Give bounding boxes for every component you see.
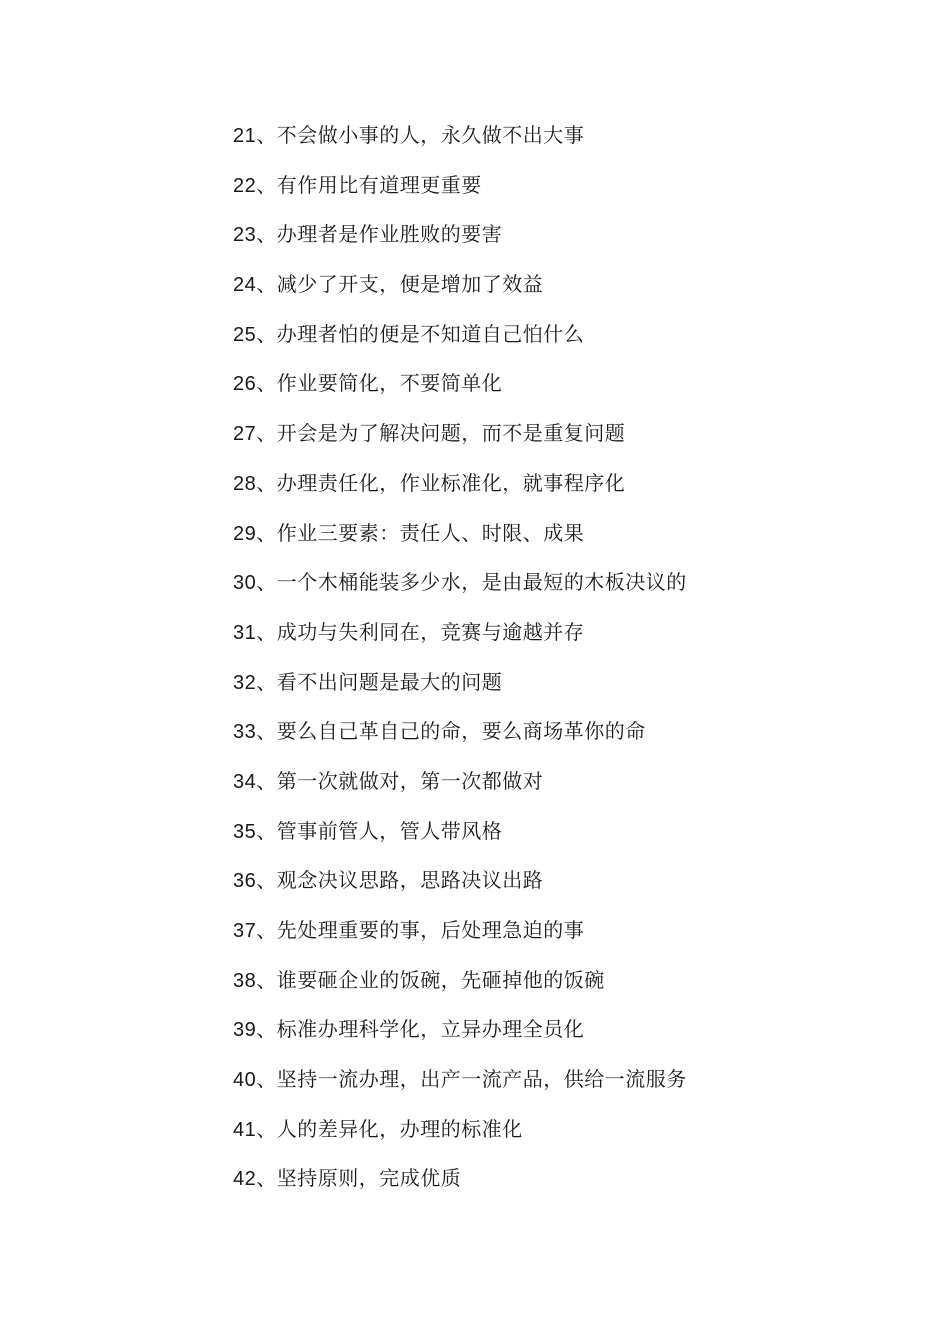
item-text: 开会是为了解决问题，而不是重复问题 — [276, 421, 626, 446]
item-number: 41、 — [233, 1118, 277, 1141]
item-number: 35、 — [233, 820, 277, 843]
item-number: 21、 — [233, 125, 277, 147]
list-item — [233, 1062, 687, 1112]
item-text: 减少了开支，便是增加了效益 — [276, 272, 544, 297]
item-number: 36、 — [233, 870, 277, 893]
item-number: 32、 — [233, 671, 277, 694]
item-number: 31、 — [233, 621, 277, 644]
item-text: 办理者怕的便是不知道自己怕什么 — [276, 321, 585, 346]
list-item — [233, 764, 687, 814]
list-item — [233, 863, 687, 913]
item-text: 标准办理科学化，立异办理全员化 — [276, 1017, 585, 1042]
list-item — [233, 416, 687, 466]
item-text: 管事前管人，管人带风格 — [276, 818, 503, 843]
list-item — [233, 217, 687, 267]
item-text: 不会做小事的人，永久做不出大事 — [276, 123, 585, 147]
list-item — [233, 714, 687, 764]
item-text: 作业要简化，不要简单化 — [276, 371, 503, 396]
item-number: 34、 — [233, 770, 277, 793]
item-number: 28、 — [233, 472, 277, 495]
list-item — [233, 168, 687, 218]
item-number: 40、 — [233, 1069, 277, 1092]
item-number: 29、 — [233, 522, 277, 545]
item-text: 作业三要素：责任人、时限、成果 — [276, 520, 585, 545]
item-text: 人的差异化，办理的标准化 — [276, 1116, 523, 1141]
item-number: 25、 — [233, 323, 277, 346]
list-item — [233, 1112, 687, 1162]
item-text: 办理责任化，作业标准化，就事程序化 — [276, 470, 626, 495]
list-item — [233, 1012, 687, 1062]
item-text: 第一次就做对，第一次都做对 — [276, 768, 544, 793]
item-text: 先处理重要的事，后处理急迫的事 — [276, 918, 585, 942]
item-number: 30、 — [233, 572, 277, 595]
list-item — [233, 913, 687, 963]
item-text: 谁要砸企业的饭碗，先砸掉他的饭碗 — [276, 967, 605, 992]
item-number: 38、 — [233, 969, 277, 992]
item-text: 要么自己革自己的命，要么商场革你的命 — [276, 719, 646, 744]
list-item — [233, 1161, 687, 1211]
item-number: 24、 — [233, 274, 277, 297]
list-item — [233, 665, 687, 715]
list-item — [233, 565, 687, 615]
item-number: 22、 — [233, 174, 277, 197]
slogan-list — [233, 118, 687, 1211]
item-text: 坚持一流办理，出产一流产品，供给一流服务 — [276, 1067, 687, 1092]
item-text: 有作用比有道理更重要 — [276, 172, 482, 197]
list-item — [233, 516, 687, 566]
list-item — [233, 615, 687, 665]
item-text: 办理者是作业胜败的要害 — [276, 222, 503, 247]
item-number: 33、 — [233, 721, 277, 744]
list-item — [233, 118, 687, 168]
item-number: 39、 — [233, 1019, 277, 1042]
item-text: 坚持原则，完成优质 — [276, 1166, 462, 1191]
list-item — [233, 267, 687, 317]
item-number: 37、 — [233, 920, 277, 942]
list-item — [233, 466, 687, 516]
item-text: 一个木桶能装多少水，是由最短的木板决议的 — [276, 570, 687, 595]
list-item — [233, 317, 687, 367]
item-number: 42、 — [233, 1168, 277, 1191]
item-number: 26、 — [233, 373, 277, 396]
list-item — [233, 963, 687, 1013]
list-item — [233, 366, 687, 416]
item-number: 23、 — [233, 224, 277, 247]
item-text: 成功与失利同在，竞赛与逾越并存 — [276, 619, 585, 644]
item-number: 27、 — [233, 423, 277, 446]
item-text: 看不出问题是最大的问题 — [276, 669, 503, 694]
list-item — [233, 814, 687, 864]
item-text: 观念决议思路，思路决议出路 — [276, 868, 544, 893]
